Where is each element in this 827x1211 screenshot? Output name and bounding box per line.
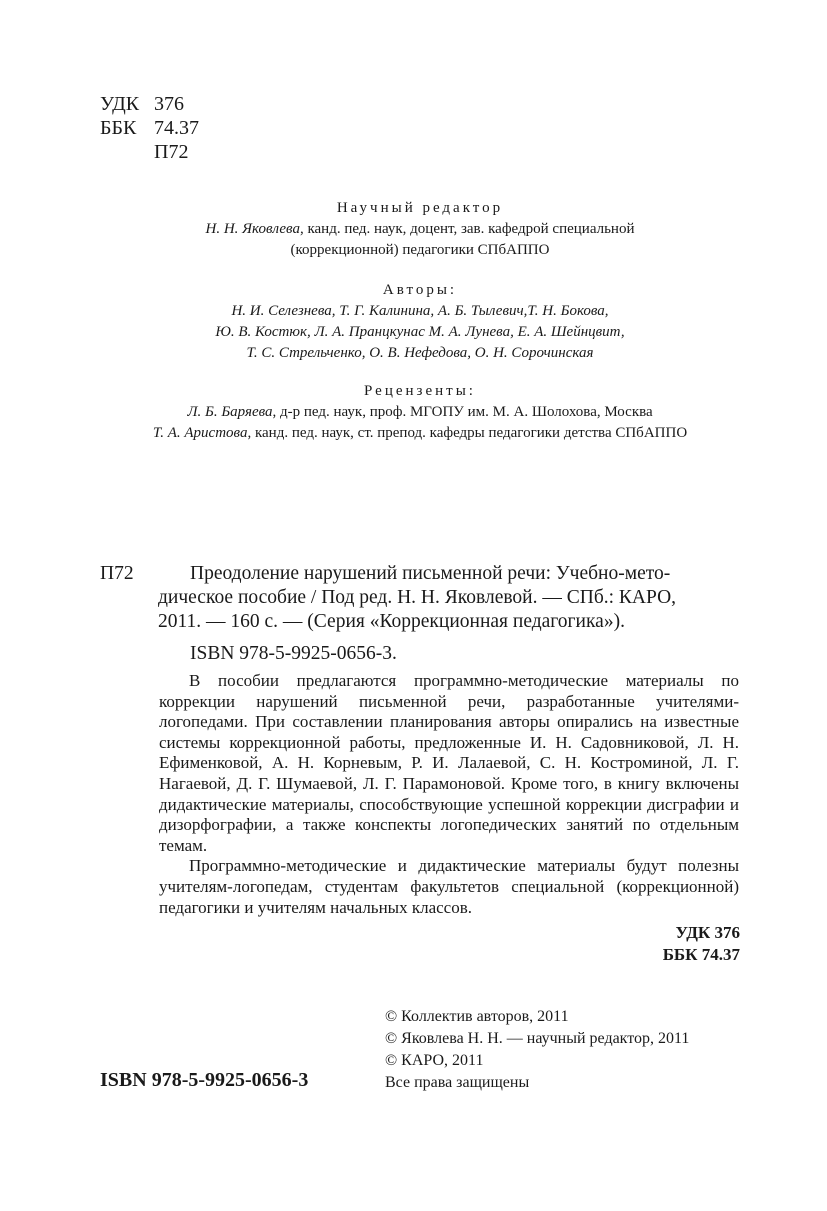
editor-line-2: (коррекционной) педагогики СПбАППО bbox=[290, 242, 550, 258]
reviewer-details: , канд. пед. наук, ст. препод. кафедры педагогики детства СПбАППО bbox=[247, 425, 688, 441]
udk-label: УДК bbox=[100, 93, 140, 115]
reviewers-block bbox=[100, 381, 740, 444]
isbn-footer: ISBN 978-5-9925-0656-3 bbox=[100, 1069, 309, 1091]
reviewer-line bbox=[100, 423, 740, 444]
editor-name: Н. Н. Яковлева bbox=[205, 221, 300, 237]
editor-title: , канд. пед. наук, доцент, зав. кафедрой специальной bbox=[299, 221, 635, 237]
copyright-line: © КАРО, 2011 bbox=[385, 1052, 484, 1069]
bib-line: 2011. — 160 с. — (Серия «Коррекционная педагогика»). bbox=[158, 611, 625, 632]
copyright-line: Все права защищены bbox=[385, 1074, 530, 1091]
reviewer-name: Т. А. Аристова bbox=[152, 425, 248, 441]
bbk-value: 74.37 bbox=[154, 117, 199, 139]
author-mark: П72 bbox=[154, 141, 189, 163]
bib-line: дическое пособие / Под ред. Н. Н. Яковлевой. — СПб.: КАРО, bbox=[158, 587, 677, 608]
editor-line-1 bbox=[100, 219, 740, 240]
bib-description bbox=[158, 562, 740, 666]
udk-value: 376 bbox=[154, 93, 184, 115]
authors-heading: Авторы: bbox=[382, 282, 458, 298]
bib-line: Преодоление нарушений письменной речи: Учебно-мето- bbox=[190, 563, 671, 584]
bib-isbn: ISBN 978-5-9925-0656-3. bbox=[190, 643, 397, 664]
editor-block bbox=[100, 198, 740, 261]
reviewer-line bbox=[100, 402, 740, 423]
authors-line: Н. И. Селезнева, Т. Г. Калинина, А. Б. Тылевич,Т. Н. Бокова, bbox=[231, 303, 609, 319]
abstract-paragraph: В пособии предлагаются программно-методические материалы по коррекции нарушений письменной речи, разработанные учителями-логопедами. При составлении планирования авторы опирались на известные системы коррекционной работы, предложенные И. Н. Садовниковой, Л. Н. Ефименковой, А. Н. Корневым, Р. И. Лалаевой, С. Н. Костроминой, Л. Г. Нагаевой, Д. Г. Шумаевой, Л. Г. Парамоновой. Кроме того, в книгу включены дидактические материалы, способствующие успешной коррекции дисграфии и дизорфографии, а также конспекты логопедических занятий по отдельным темам. bbox=[159, 671, 739, 855]
copyright-line: © Яковлева Н. Н. — научный редактор, 2011 bbox=[385, 1030, 690, 1047]
copyright-block bbox=[385, 1006, 689, 1094]
classification-block bbox=[100, 92, 199, 164]
index-bbk: ББК 74.37 bbox=[662, 945, 740, 964]
authors-line: Т. С. Стрельченко, О. В. Нефедова, О. Н. Сорочинская bbox=[246, 345, 594, 361]
authors-block bbox=[100, 280, 740, 364]
bib-mark: П72 bbox=[100, 563, 134, 584]
reviewers-heading: Рецензенты: bbox=[364, 383, 476, 399]
abstract bbox=[159, 671, 739, 918]
authors-line: Ю. В. Костюк, Л. А. Пранцкунас М. А. Лунева, Е. А. Шейнцвит, bbox=[215, 324, 625, 340]
abstract-paragraph: Программно-методические и дидактические материалы будут полезны учителям-логопедам, студентам факультетов специальной (коррекционной) педагогики и учителям начальных классов. bbox=[159, 856, 739, 917]
reviewer-details: , д-р пед. наук, проф. МГОПУ им. М. А. Шолохова, Москва bbox=[272, 404, 653, 420]
copyright-line: © Коллектив авторов, 2011 bbox=[385, 1008, 569, 1025]
editor-heading: Научный редактор bbox=[336, 200, 504, 216]
bbk-label: ББК bbox=[100, 117, 137, 139]
index-bold-block bbox=[540, 922, 740, 966]
bbk-line bbox=[100, 116, 199, 140]
udk-line bbox=[100, 92, 199, 116]
index-udk: УДК 376 bbox=[675, 923, 740, 942]
author-mark-line bbox=[100, 140, 199, 164]
reviewer-name: Л. Б. Баряева bbox=[187, 404, 273, 420]
